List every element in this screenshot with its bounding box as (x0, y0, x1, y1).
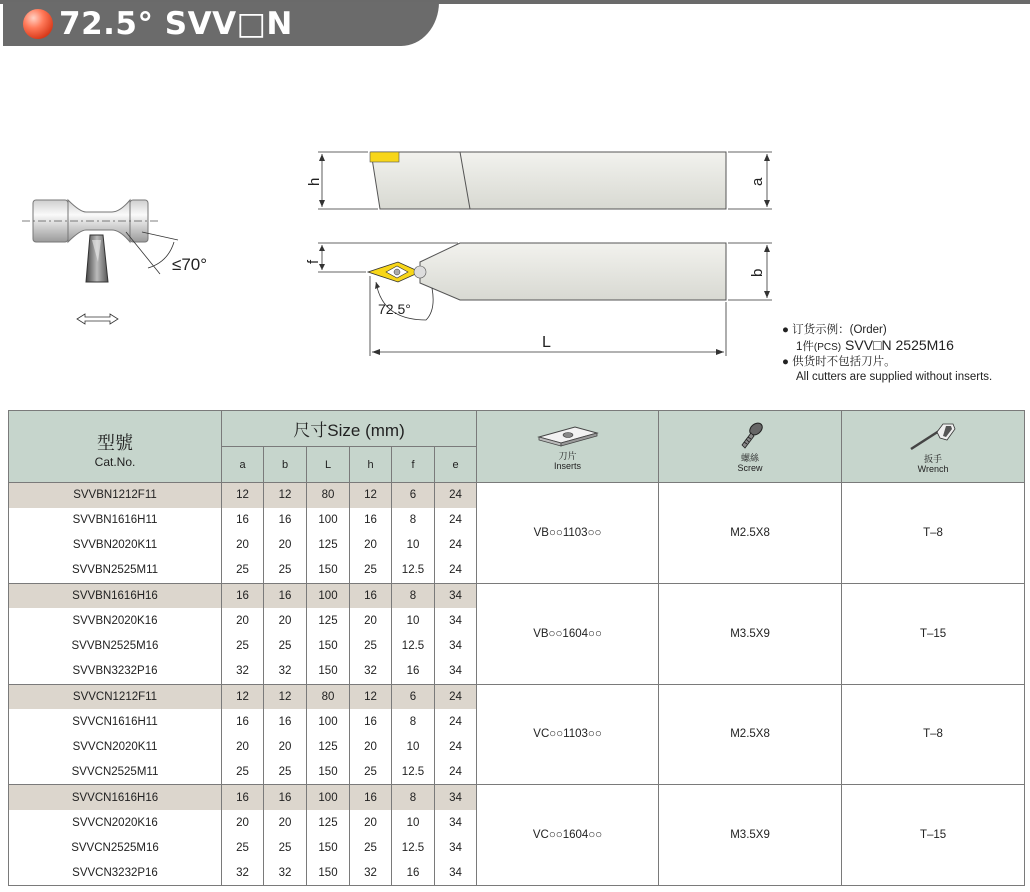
cat-no-cell: SVVCN3232P16 (9, 860, 222, 885)
dim-cell: 16 (392, 659, 435, 684)
header-wrench (842, 411, 1025, 483)
dim-cell: 24 (435, 684, 477, 709)
dim-cell: 25 (222, 558, 264, 583)
dim-cell: 25 (222, 634, 264, 659)
dim-cell: 12 (222, 684, 264, 709)
dim-header-f: f (392, 447, 435, 483)
dim-cell: 25 (350, 760, 392, 785)
dim-cell: 16 (222, 508, 264, 533)
order-pcs: (PCS) (813, 342, 842, 353)
dim-cell: 16 (264, 508, 307, 533)
dim-cell: 16 (264, 785, 307, 810)
dim-cell: 34 (435, 608, 477, 633)
inserts-cn: 刀片 (558, 450, 577, 461)
dim-cell: 12.5 (392, 558, 435, 583)
wrench-en: Wrench (917, 463, 949, 474)
dim-cell: 32 (350, 860, 392, 885)
dim-cell: 25 (264, 835, 307, 860)
header-inserts (477, 411, 659, 483)
header-size (222, 411, 477, 447)
dim-a-label: a (749, 177, 766, 186)
screw-cell: M3.5X9 (659, 583, 842, 684)
tool-top-view (306, 152, 772, 209)
inserts-en: Inserts (554, 460, 582, 471)
insert-icon (535, 423, 601, 449)
cat-no-cell: SVVCN2020K16 (9, 810, 222, 835)
dim-cell: 34 (435, 785, 477, 810)
dim-cell: 34 (435, 659, 477, 684)
dim-cell: 25 (222, 760, 264, 785)
screw-en: Screw (737, 462, 763, 473)
dim-cell: 20 (350, 810, 392, 835)
dim-cell: 8 (392, 785, 435, 810)
dim-cell: 20 (350, 608, 392, 633)
dim-cell: 24 (435, 533, 477, 558)
dim-cell: 100 (307, 709, 350, 734)
dim-cell: 20 (222, 734, 264, 759)
angle-limit-label: ≤70° (172, 255, 208, 274)
dim-header-L: L (307, 447, 350, 483)
dim-cell: 16 (392, 860, 435, 885)
dim-cell: 16 (350, 583, 392, 608)
dim-cell: 25 (350, 634, 392, 659)
dim-cell: 20 (264, 734, 307, 759)
dim-cell: 34 (435, 835, 477, 860)
wrench-cn: 扳手 (924, 453, 943, 464)
cat-no-cell: SVVCN1212F11 (9, 684, 222, 709)
order-info (782, 323, 992, 385)
dim-cell: 20 (350, 734, 392, 759)
size-title: 尺寸Size (mm) (293, 421, 405, 440)
dim-cell: 16 (222, 709, 264, 734)
dim-cell: 12.5 (392, 835, 435, 860)
dim-cell: 100 (307, 785, 350, 810)
wrench-cell: T–8 (842, 483, 1025, 584)
angle-main-label: 72.5° (378, 301, 411, 317)
screw-cell: M2.5X8 (659, 483, 842, 584)
dim-cell: 20 (264, 533, 307, 558)
wrench-icon (907, 420, 959, 452)
dim-cell: 24 (435, 508, 477, 533)
dim-cell: 32 (222, 860, 264, 885)
cat-no-cell: SVVBN2525M16 (9, 634, 222, 659)
order-code: SVV□N 2525M16 (841, 337, 954, 353)
dim-cell: 34 (435, 634, 477, 659)
cat-no-cell: SVVBN1616H11 (9, 508, 222, 533)
dim-cell: 32 (350, 659, 392, 684)
wrench-cell: T–15 (842, 785, 1025, 886)
dim-header-a: a (222, 447, 264, 483)
cat-no-cell: SVVCN2525M16 (9, 835, 222, 860)
dim-L-label: L (542, 334, 551, 351)
dim-cell: 24 (435, 709, 477, 734)
cat-no-cell: SVVCN2525M11 (9, 760, 222, 785)
header-bar (3, 2, 439, 46)
dim-cell: 34 (435, 860, 477, 885)
dim-cell: 16 (222, 785, 264, 810)
dim-cell: 80 (307, 483, 350, 508)
dim-cell: 24 (435, 760, 477, 785)
header-screw (659, 411, 842, 483)
dim-cell: 125 (307, 533, 350, 558)
insert-cell: VB○○1604○○ (477, 583, 659, 684)
dim-cell: 12 (264, 483, 307, 508)
dim-cell: 20 (222, 810, 264, 835)
insert-cell: VC○○1604○○ (477, 785, 659, 886)
screw-icon (735, 421, 765, 451)
order-qty: 1件 (796, 341, 814, 353)
insert-cell: VB○○1103○○ (477, 483, 659, 584)
dim-cell: 150 (307, 760, 350, 785)
table-row (9, 785, 1025, 810)
dim-cell: 10 (392, 608, 435, 633)
dim-cell: 12.5 (392, 634, 435, 659)
cat-no-cell: SVVBN1212F11 (9, 483, 222, 508)
screw-cell: M2.5X8 (659, 684, 842, 785)
cat-no-cell: SVVBN3232P16 (9, 659, 222, 684)
dim-cell: 10 (392, 734, 435, 759)
dim-cell: 34 (435, 810, 477, 835)
cat-no-cell: SVVBN2525M11 (9, 558, 222, 583)
dim-cell: 16 (350, 709, 392, 734)
dim-cell: 10 (392, 810, 435, 835)
red-ball-icon (23, 9, 53, 39)
insert-cell: VC○○1103○○ (477, 684, 659, 785)
dim-cell: 150 (307, 558, 350, 583)
screw-cn: 螺絲 (741, 452, 760, 463)
dim-cell: 80 (307, 684, 350, 709)
dim-cell: 12 (264, 684, 307, 709)
dim-cell: 25 (264, 634, 307, 659)
dim-cell: 6 (392, 483, 435, 508)
dim-cell: 100 (307, 508, 350, 533)
dim-cell: 150 (307, 659, 350, 684)
dim-cell: 16 (222, 583, 264, 608)
cat-no-cell: SVVCN1616H16 (9, 785, 222, 810)
dim-cell: 125 (307, 810, 350, 835)
dim-cell: 150 (307, 634, 350, 659)
dim-cell: 125 (307, 734, 350, 759)
dim-cell: 125 (307, 608, 350, 633)
dim-cell: 20 (264, 608, 307, 633)
dim-cell: 6 (392, 684, 435, 709)
screw-cell: M3.5X9 (659, 785, 842, 886)
dim-h-label: h (306, 177, 323, 186)
cat-no-cell: SVVBN2020K11 (9, 533, 222, 558)
dim-cell: 20 (264, 810, 307, 835)
table-row (9, 583, 1025, 608)
spec-table (8, 410, 1025, 886)
dim-cell: 24 (435, 734, 477, 759)
dim-cell: 25 (350, 835, 392, 860)
cat-no-cell: SVVBN2020K16 (9, 608, 222, 633)
dim-cell: 150 (307, 860, 350, 885)
dim-cell: 10 (392, 533, 435, 558)
wrench-cell: T–8 (842, 684, 1025, 785)
dim-cell: 16 (350, 785, 392, 810)
dim-cell: 25 (350, 558, 392, 583)
dim-cell: 32 (222, 659, 264, 684)
table-row (9, 684, 1025, 709)
dim-cell: 12 (222, 483, 264, 508)
order-example-heading: ● 订货示例：(Order) (782, 324, 887, 336)
header-cat-no (9, 411, 222, 483)
dim-cell: 16 (264, 583, 307, 608)
inserts-note-en: All cutters are supplied without inserts. (796, 371, 993, 383)
dim-cell: 32 (264, 659, 307, 684)
cat-no-en: Cat.No. (94, 454, 136, 469)
dim-cell: 25 (264, 760, 307, 785)
dim-cell: 34 (435, 583, 477, 608)
dim-cell: 8 (392, 508, 435, 533)
cat-no-cell: SVVBN1616H16 (9, 583, 222, 608)
page-title: 72.5° SVV□N (59, 6, 293, 42)
inserts-note-cn: ● 供货时不包括刀片。 (782, 356, 896, 368)
tool-front-view (305, 243, 772, 356)
dim-cell: 25 (264, 558, 307, 583)
dim-cell: 25 (222, 835, 264, 860)
dim-cell: 24 (435, 558, 477, 583)
dim-f-label: f (305, 259, 322, 264)
cat-no-cell: SVVCN1616H11 (9, 709, 222, 734)
dim-cell: 16 (264, 709, 307, 734)
dim-cell: 20 (222, 608, 264, 633)
dim-cell: 8 (392, 709, 435, 734)
order-example-code (782, 338, 992, 355)
dim-cell: 100 (307, 583, 350, 608)
dim-cell: 16 (350, 508, 392, 533)
cat-no-cell: SVVCN2020K11 (9, 734, 222, 759)
dim-cell: 12 (350, 684, 392, 709)
dim-header-h: h (350, 447, 392, 483)
dim-cell: 8 (392, 583, 435, 608)
dim-cell: 12 (350, 483, 392, 508)
dim-cell: 32 (264, 860, 307, 885)
table-row (9, 483, 1025, 508)
dim-header-e: e (435, 447, 477, 483)
dim-cell: 20 (222, 533, 264, 558)
dim-cell: 150 (307, 835, 350, 860)
workpiece-illustration (22, 200, 207, 324)
dim-cell: 12.5 (392, 760, 435, 785)
cat-no-cn: 型號 (97, 432, 133, 453)
dim-b-label: b (749, 268, 766, 277)
dim-header-b: b (264, 447, 307, 483)
dim-cell: 24 (435, 483, 477, 508)
wrench-cell: T–15 (842, 583, 1025, 684)
dim-cell: 20 (350, 533, 392, 558)
